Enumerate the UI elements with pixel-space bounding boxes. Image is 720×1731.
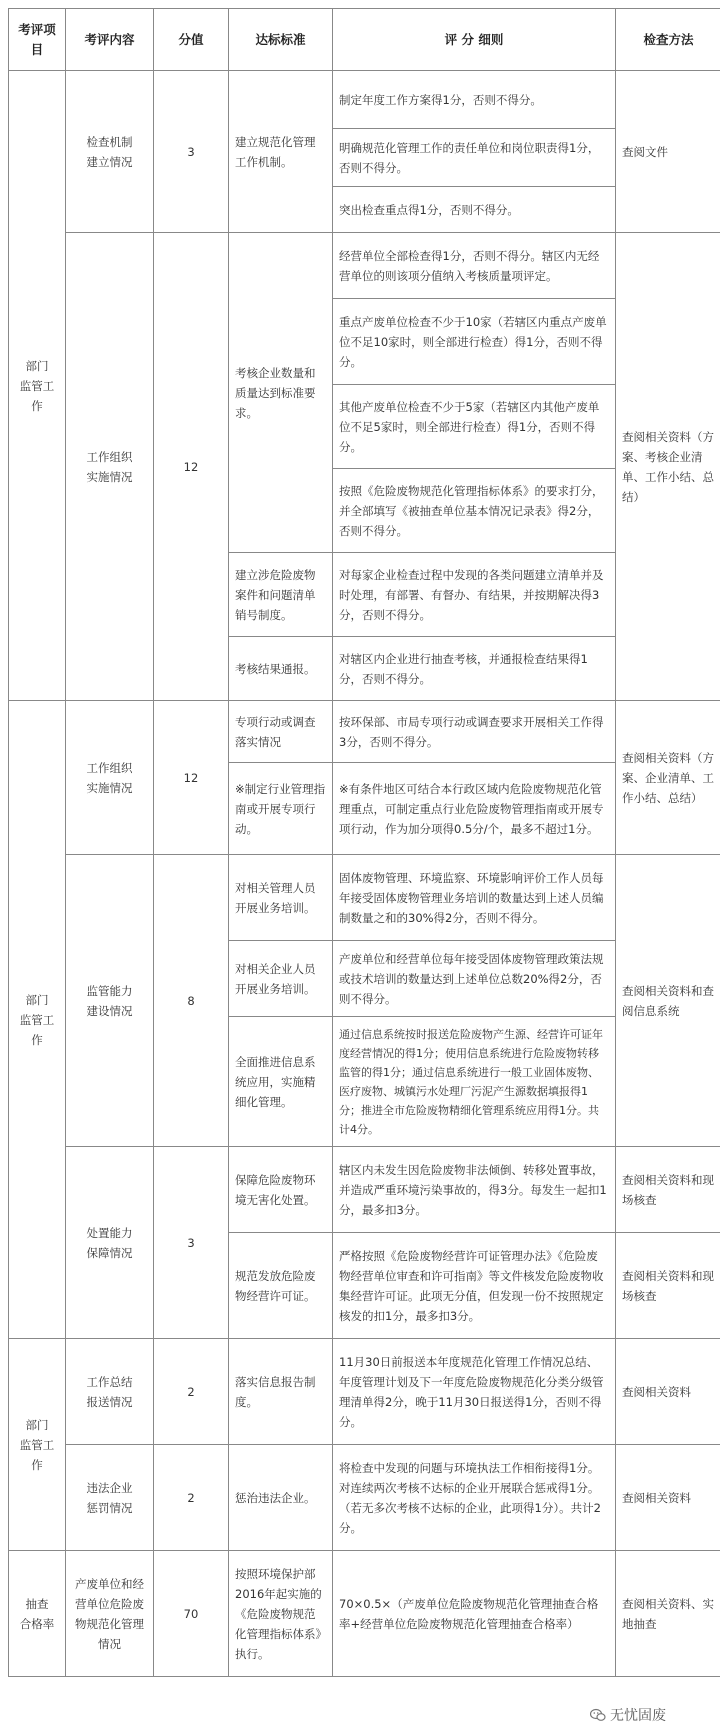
method-cell: 查阅相关资料（方案、企业清单、工作小结、总结） [616,701,720,855]
table-row [9,1147,720,1233]
detail-cell: ※有条件地区可结合本行政区域内危险废物规范化管理重点，可制定重点行业危险废物管理指南或开展专项行动，作为加分项得0.5分/个，最多不超过1分。 [333,763,616,855]
table-row [9,233,720,299]
method-cell: 查阅文件 [616,71,720,233]
table-row [9,1445,720,1551]
evaluation-table [8,8,720,1677]
wechat-icon [590,1707,606,1723]
content-cell: 处置能力 保障情况 [66,1147,154,1339]
header-score: 分值 [154,9,229,71]
detail-cell: 经营单位全部检查得1分，否则不得分。辖区内无经营单位的则该项分值纳入考核质量项评定。 [333,233,616,299]
detail-cell: 其他产废单位检查不少于5家（若辖区内其他产废单位不足5家时，则全部进行检查）得1分，否则不得分。 [333,385,616,469]
detail-cell: 明确规范化管理工作的责任单位和岗位职责得1分，否则不得分。 [333,129,616,187]
content-cell: 监管能力 建设情况 [66,855,154,1147]
standard-cell: ※制定行业管理指南或开展专项行动。 [229,763,333,855]
detail-cell: 对每家企业检查过程中发现的各类问题建立清单并及时处理，有部署、有督办、有结果，并按期解决得3分，否则不得分。 [333,553,616,637]
content-cell: 工作总结 报送情况 [66,1339,154,1445]
standard-cell: 建立涉危险废物案件和问题清单销号制度。 [229,553,333,637]
detail-cell: 重点产废单位检查不少于10家（若辖区内重点产废单位不足10家时，则全部进行检查）得1分，否则不得分。 [333,299,616,385]
detail-cell: 辖区内未发生因危险废物非法倾倒、转移处置事故，并造成严重环境污染事故的，得3分。每发生一起扣1分，最多扣3分。 [333,1147,616,1233]
standard-cell: 对相关企业人员开展业务培训。 [229,941,333,1017]
project-cell: 部门 监管工作 [9,1339,66,1551]
table-row [9,855,720,941]
score-cell: 3 [154,71,229,233]
detail-cell: 产废单位和经营单位每年接受固体废物管理政策法规或技术培训的数量达到上述单位总数20%得2分，否则不得分。 [333,941,616,1017]
standard-cell: 考核结果通报。 [229,637,333,701]
standard-cell: 保障危险废物环境无害化处置。 [229,1147,333,1233]
score-cell: 12 [154,701,229,855]
detail-cell: 70×0.5×（产废单位危险废物规范化管理抽查合格率+经营单位危险废物规范化管理抽查合格率） [333,1551,616,1677]
project-cell: 抽查 合格率 [9,1551,66,1677]
detail-cell: 11月30日前报送本年度规范化管理工作情况总结、年度管理计划及下一年度危险废物规范化分类分级管理清单得2分，晚于11月30日报送得1分，否则不得分。 [333,1339,616,1445]
header-standard: 达标标准 [229,9,333,71]
detail-cell: 按照《危险废物规范化管理指标体系》的要求打分，并全部填写《被抽查单位基本情况记录表》得2分，否则不得分。 [333,469,616,553]
standard-cell: 惩治违法企业。 [229,1445,333,1551]
score-cell: 12 [154,233,229,701]
watermark [590,1705,666,1725]
table-row [9,1339,720,1445]
score-cell: 2 [154,1339,229,1445]
project-cell: 部门 监管工作 [9,701,66,1339]
method-cell: 查阅相关资料和现场核查 [616,1147,720,1233]
score-cell: 70 [154,1551,229,1677]
detail-cell: 严格按照《危险废物经营许可证管理办法》《危险废物经营单位审查和许可指南》等文件核发危险废物收集经营许可证。此项无分值，但发现一份不按照规定核发的扣1分，最多扣3分。 [333,1233,616,1339]
table-row [9,71,720,129]
score-cell: 2 [154,1445,229,1551]
header-content: 考评内容 [66,9,154,71]
table-row [9,1551,720,1677]
detail-cell: 突出检查重点得1分，否则不得分。 [333,187,616,233]
content-cell: 工作组织 实施情况 [66,701,154,855]
content-cell: 产废单位和经营单位危险废物规范化管理情况 [66,1551,154,1677]
content-cell: 工作组织 实施情况 [66,233,154,701]
detail-cell: 将检查中发现的问题与环境执法工作相衔接得1分。对连续两次考核不达标的企业开展联合惩戒得1分。（若无多次考核不达标的企业，此项得1分）。共计2分。 [333,1445,616,1551]
method-cell: 查阅相关资料 [616,1339,720,1445]
method-cell: 查阅相关资料（方案、考核企业清单、工作小结、总结） [616,233,720,701]
detail-cell: 制定年度工作方案得1分，否则不得分。 [333,71,616,129]
header-details: 评 分 细则 [333,9,616,71]
table-row [9,701,720,763]
detail-cell: 通过信息系统按时报送危险废物产生源、经营许可证年度经营情况的得1分；使用信息系统进行危险废物转移监管的得1分；通过信息系统进行一般工业固体废物、医疗废物、城镇污水处理厂污泥产生源数据填报得1分；推进全市危险废物精细化管理系统应用得1分。共计4分。 [333,1017,616,1147]
detail-cell: 固体废物管理、环境监察、环境影响评价工作人员每年接受固体废物管理业务培训的数量达到上述人员编制数量之和的30%得2分，否则不得分。 [333,855,616,941]
header-project: 考评项目 [9,9,66,71]
score-cell: 3 [154,1147,229,1339]
method-cell: 查阅相关资料、实地抽查 [616,1551,720,1677]
header-method: 检查方法 [616,9,720,71]
standard-cell: 按照环境保护部2016年起实施的《危险废物规范化管理指标体系》执行。 [229,1551,333,1677]
evaluation-table-container [8,8,720,1677]
header-row [9,9,720,71]
standard-cell: 落实信息报告制度。 [229,1339,333,1445]
standard-cell: 建立规范化管理工作机制。 [229,71,333,233]
method-cell: 查阅相关资料 [616,1445,720,1551]
score-cell: 8 [154,855,229,1147]
standard-cell: 对相关管理人员开展业务培训。 [229,855,333,941]
standard-cell: 考核企业数量和质量达到标准要求。 [229,233,333,553]
detail-cell: 按环保部、市局专项行动或调查要求开展相关工作得3分，否则不得分。 [333,701,616,763]
content-cell: 违法企业 惩罚情况 [66,1445,154,1551]
project-cell: 部门 监管工作 [9,71,66,701]
standard-cell: 专项行动或调查落实情况 [229,701,333,763]
method-cell: 查阅相关资料和现场核查 [616,1233,720,1339]
detail-cell: 对辖区内企业进行抽查考核，并通报检查结果得1分，否则不得分。 [333,637,616,701]
standard-cell: 规范发放危险废物经营许可证。 [229,1233,333,1339]
watermark-text: 无忧固废 [610,1708,666,1724]
content-cell: 检查机制 建立情况 [66,71,154,233]
method-cell: 查阅相关资料和查阅信息系统 [616,855,720,1147]
standard-cell: 全面推进信息系统应用，实施精细化管理。 [229,1017,333,1147]
